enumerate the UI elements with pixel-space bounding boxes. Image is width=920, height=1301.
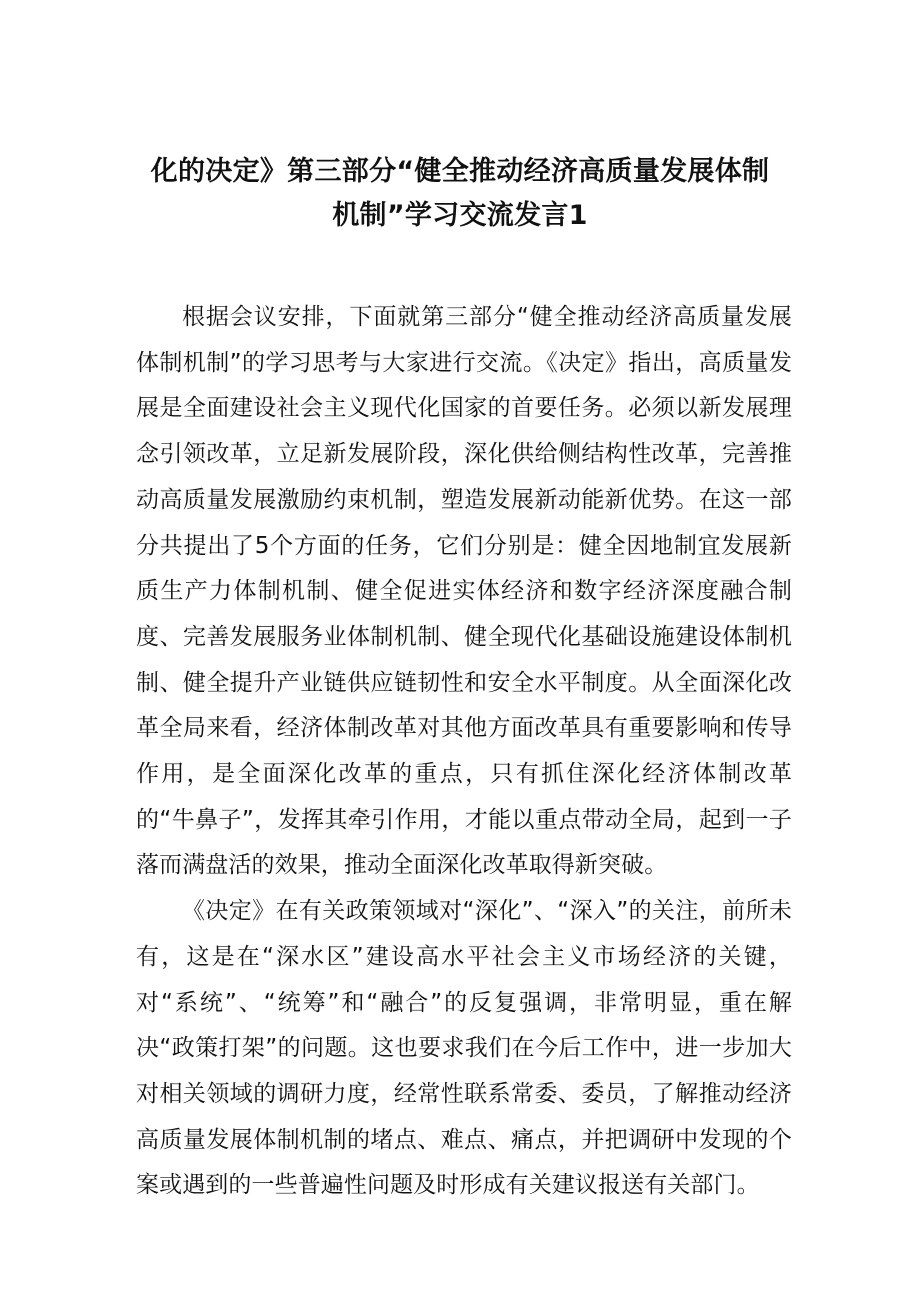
title-line-1: 化的决定》第三部分“健全推动经济高质量发展体制 bbox=[150, 156, 770, 187]
document-body bbox=[136, 295, 792, 1209]
title-line-2: 机制”学习交流发言1 bbox=[332, 200, 588, 231]
paragraph-2: 《决定》在有关政策领域对“深化”、“深入”的关注，前所未有，这是在“深水区”建设高水平社会主义市场经济的关键，对“系统”、“统筹”和“融合”的反复强调，非常明显，重在解决“政策打架”的问题。这也要求我们在今后工作中，进一步加大对相关领域的调研力度，经常性联系常委、委员，了解推动经济高质量发展体制机制的堵点、难点、痛点，并把调研中发现的个案或遇到的一些普遍性问题及时形成有关建议报送有关部门。 bbox=[136, 898, 792, 1199]
document-title bbox=[130, 150, 790, 238]
paragraph-1: 根据会议安排，下面就第三部分“健全推动经济高质量发展体制机制”的学习思考与大家进行交流。《决定》指出，高质量发展是全面建设社会主义现代化国家的首要任务。必须以新发展理念引领改革，立足新发展阶段，深化供给侧结构性改革，完善推动高质量发展激励约束机制，塑造发展新动能新优势。在这一部分共提出了5个方面的任务，它们分别是：健全因地制宜发展新质生产力体制机制、健全促进实体经济和数字经济深度融合制度、完善发展服务业体制机制、健全现代化基础设施建设体制机制、健全提升产业链供应链韧性和安全水平制度。从全面深化改革全局来看，经济体制改革对其他方面改革具有重要影响和传导作用，是全面深化改革的重点，只有抓住深化经济体制改革的“牛鼻子”，发挥其牵引作用，才能以重点带动全局，起到一子落而满盘活的效果，推动全面深化改革取得新突破。 bbox=[136, 304, 792, 879]
